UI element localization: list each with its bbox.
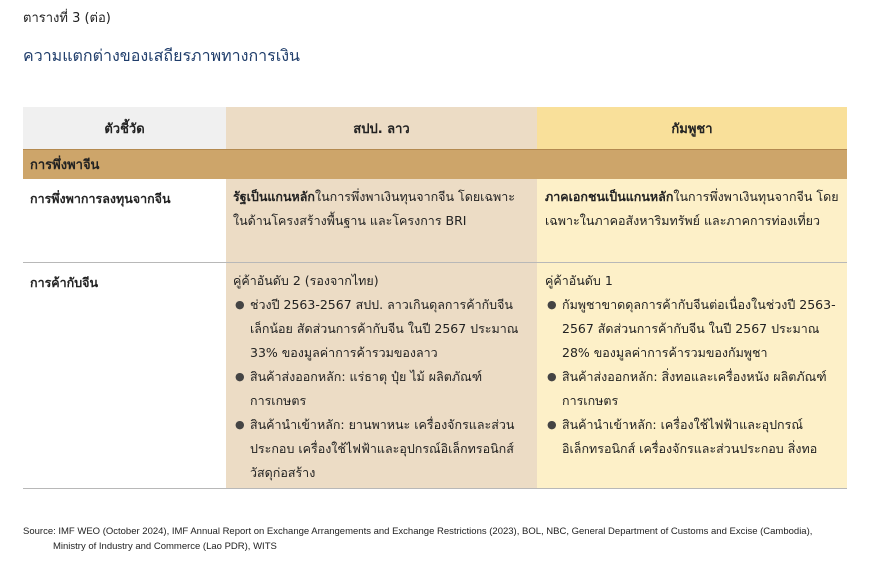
bullet-icon: ●: [547, 370, 557, 383]
table-row: [23, 263, 847, 489]
row-label: การค้ากับจีน: [23, 263, 226, 488]
cell-emphasis: ภาคเอกชนเป็นแกนหลัก: [545, 189, 674, 204]
source-line: Ministry of Industry and Commerce (Lao PDR), WITS: [53, 541, 277, 552]
bullet-icon: ●: [235, 370, 245, 383]
source-note: [23, 524, 853, 554]
list-item: [545, 365, 839, 413]
header-laos: สปป. ลาว: [226, 107, 537, 149]
bullet-list: [545, 293, 839, 461]
list-item-text: สินค้านำเข้าหลัก: ยานพาหนะ เครื่องจักรและส่วนประกอบ เครื่องใช้ไฟฟ้าและอุปกรณ์อิเล็กทรอนิกส์ วัสดุก่อสร้าง: [250, 417, 515, 480]
bullet-icon: ●: [235, 298, 245, 311]
list-item: [545, 293, 839, 365]
source-line: Source: IMF WEO (October 2024), IMF Annual Report on Exchange Arrangements and Exchange Restrictions (2023), BOL, NBC, General Department of Customs and Excise (Cambodia),: [23, 526, 813, 537]
cell-text: ในการพึ่งพาเงินทุนจากจีน โดยเฉพาะในด้านโครงสร้างพื้นฐาน และโครงการ BRI: [233, 189, 515, 228]
table-header: [23, 107, 847, 149]
cell-intro: คู่ค้าอันดับ 1: [545, 273, 613, 288]
cell-text: ในการพึ่งพาเงินทุนจากจีน โดยเฉพาะในภาคอสังหาริมทรัพย์ และภาคการท่องเที่ยว: [545, 189, 839, 228]
cell-intro: คู่ค้าอันดับ 2 (รองจากไทย): [233, 273, 379, 288]
header-cambodia: กัมพูชา: [537, 107, 847, 149]
bullet-icon: ●: [547, 418, 557, 431]
list-item-text: สินค้าส่งออกหลัก: แร่ธาตุ ปุ๋ย ไม้ ผลิตภัณฑ์การเกษตร: [250, 369, 483, 408]
list-item-text: สินค้านำเข้าหลัก: เครื่องใช้ไฟฟ้าและอุปกรณ์อิเล็กทรอนิกส์ เครื่องจักรและส่วนประกอบ สิ่งทอ: [562, 417, 818, 456]
list-item: [233, 293, 529, 365]
cell-laos: [226, 263, 537, 488]
table-label: ตารางที่ 3 (ต่อ): [23, 11, 111, 26]
list-item: [233, 413, 529, 485]
list-item-text: ช่วงปี 2563-2567 สปป. ลาวเกินดุลการค้ากับจีนเล็กน้อย สัดส่วนการค้ากับจีน ในปี 2567 ประมาณ 33% ของมูลค่าการค้ารวมของลาว: [250, 297, 519, 360]
list-item: [545, 413, 839, 461]
list-item-text: กัมพูชาขาดดุลการค้ากับจีนต่อเนื่องในช่วงปี 2563-2567 สัดส่วนการค้ากับจีน ในปี 2567 ประมาณ 28% ของมูลค่าการค้ารวมของกัมพูชา: [562, 297, 836, 360]
list-item-text: สินค้าส่งออกหลัก: สิ่งทอและเครื่องหนัง ผลิตภัณฑ์การเกษตร: [562, 369, 827, 408]
table-row: [23, 179, 847, 263]
cell-emphasis: รัฐเป็นแกนหลัก: [233, 189, 316, 204]
cell-cambodia: [537, 179, 847, 262]
header-indicator: ตัวชี้วัด: [23, 107, 226, 149]
comparison-table: [23, 107, 847, 489]
cell-laos: [226, 179, 537, 262]
cell-cambodia: [537, 263, 847, 488]
list-item: [233, 365, 529, 413]
row-label: การพึ่งพาการลงทุนจากจีน: [23, 179, 226, 262]
page-title: ความแตกต่างของเสถียรภาพทางการเงิน: [23, 46, 300, 65]
bullet-list: [233, 293, 529, 485]
section-header: การพึ่งพาจีน: [23, 149, 847, 179]
bullet-icon: ●: [235, 418, 245, 431]
bullet-icon: ●: [547, 298, 557, 311]
